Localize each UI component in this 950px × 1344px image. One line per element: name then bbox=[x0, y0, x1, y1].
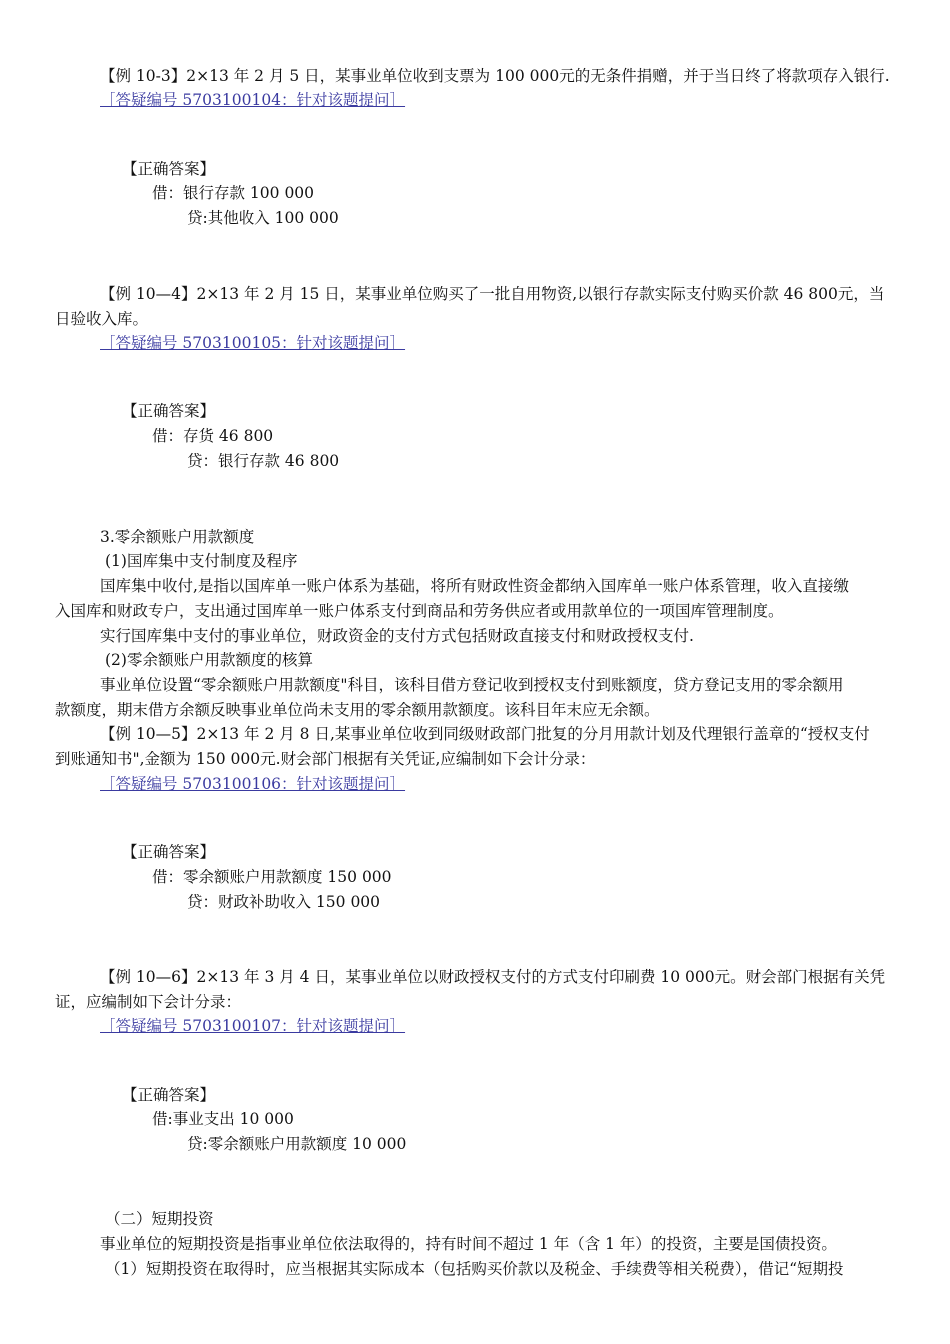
answer-heading: 【正确答案】 bbox=[122, 402, 216, 420]
qa-link-5703100106[interactable]: ［答疑编号 5703100106：针对该题提问］ bbox=[100, 775, 406, 793]
credit-entry: 贷：财政补助收入 150 000 bbox=[187, 893, 381, 911]
example-10-6-question: 【例 10—6】2×13 年 3 月 4 日，某事业单位以财政授权支付的方式支付印刷费 10 000元。财会部门根据有关凭 bbox=[100, 968, 886, 986]
answer-heading: 【正确答案】 bbox=[122, 1086, 216, 1104]
paragraph: （1）短期投资在取得时，应当根据其实际成本（包括购买价款以及税金、手续费等相关税费），借记“短期投 bbox=[105, 1260, 844, 1278]
subsection-heading-1: (1)国库集中支付制度及程序 bbox=[105, 552, 298, 570]
section-heading-zero-balance: 3.零余额账户用款额度 bbox=[100, 528, 255, 546]
example-10-4-question-cont: 日验收入库。 bbox=[55, 310, 149, 328]
answer-heading: 【正确答案】 bbox=[122, 843, 216, 861]
section-heading-short-term-investment: （二）短期投资 bbox=[105, 1210, 214, 1228]
qa-link-5703100105[interactable]: ［答疑编号 5703100105：针对该题提问］ bbox=[100, 334, 406, 352]
paragraph: 实行国库集中支付的事业单位，财政资金的支付方式包括财政直接支付和财政授权支付. bbox=[100, 627, 694, 645]
paragraph: 事业单位设置“零余额账户用款额度"科目，该科目借方登记收到授权支付到账额度，贷方登记支用的零余额用 bbox=[100, 676, 844, 694]
example-10-3-question: 【例 10-3】2×13 年 2 月 5 日，某事业单位收到支票为 100 000元的无条件捐赠，并于当日终了将款项存入银行. bbox=[100, 67, 890, 85]
answer-heading: 【正确答案】 bbox=[122, 160, 216, 178]
example-10-5-question-cont: 到账通知书",金额为 150 000元.财会部门根据有关凭证,应编制如下会计分录： bbox=[55, 750, 596, 768]
paragraph: 入国库和财政专户，支出通过国库单一账户体系支付到商品和劳务供应者或用款单位的一项国库管理制度。 bbox=[55, 602, 784, 620]
qa-link-5703100104[interactable]: ［答疑编号 5703100104：针对该题提问］ bbox=[100, 91, 406, 109]
debit-entry: 借：存货 46 800 bbox=[152, 427, 274, 445]
paragraph: 款额度，期末借方余额反映事业单位尚未支用的零余额用款额度。该科目年末应无余额。 bbox=[55, 701, 660, 719]
credit-entry: 贷:其他收入 100 000 bbox=[187, 209, 339, 227]
paragraph: 国库集中收付,是指以国库单一账户体系为基础，将所有财政性资金都纳入国库单一账户体系管理，收入直接缴 bbox=[100, 577, 849, 595]
debit-entry: 借：零余额账户用款额度 150 000 bbox=[152, 868, 392, 886]
credit-entry: 贷:零余额账户用款额度 10 000 bbox=[187, 1135, 407, 1153]
credit-entry: 贷：银行存款 46 800 bbox=[187, 452, 340, 470]
qa-link-5703100107[interactable]: ［答疑编号 5703100107：针对该题提问］ bbox=[100, 1017, 406, 1035]
subsection-heading-2: (2)零余额账户用款额度的核算 bbox=[105, 651, 313, 669]
example-10-4-question: 【例 10—4】2×13 年 2 月 15 日，某事业单位购买了一批自用物资,以银行存款实际支付购买价款 46 800元，当 bbox=[100, 285, 885, 303]
debit-entry: 借:事业支出 10 000 bbox=[152, 1110, 294, 1128]
paragraph: 事业单位的短期投资是指事业单位依法取得的，持有时间不超过 1 年（含 1 年）的投资，主要是国债投资。 bbox=[100, 1235, 837, 1253]
debit-entry: 借：银行存款 100 000 bbox=[152, 184, 315, 202]
example-10-6-question-cont: 证，应编制如下会计分录： bbox=[55, 993, 242, 1011]
example-10-5-question: 【例 10—5】2×13 年 2 月 8 日,某事业单位收到同级财政部门批复的分月用款计划及代理银行盖章的“授权支付 bbox=[100, 725, 870, 743]
